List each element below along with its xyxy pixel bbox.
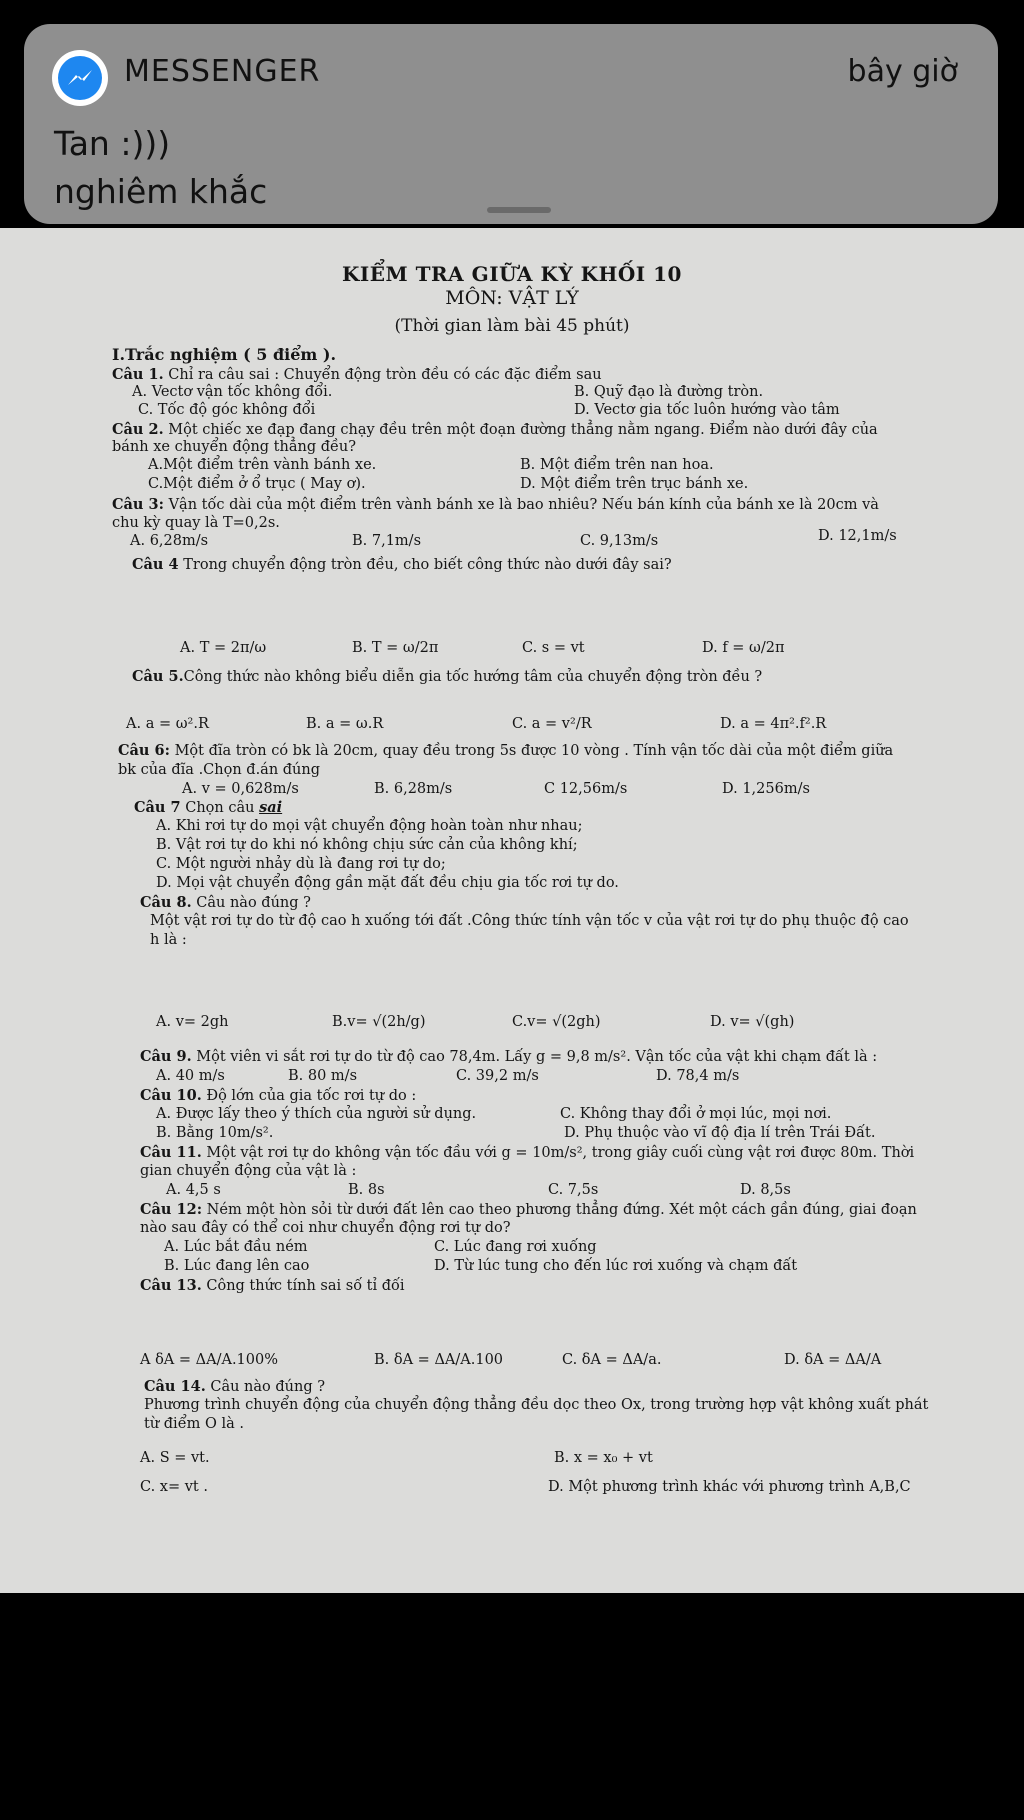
question-2: Câu 2. Một chiếc xe đạp đang chạy đều trên một đoạn đường thẳng nằm ngang. Điểm nào dưới đây của — [112, 421, 878, 438]
q3-option-c: C. 9,13m/s — [580, 533, 659, 549]
question-11: Câu 11. Một vật rơi tự do không vận tốc đầu với g = 10m/s², trong giây cuối cùng vật rơi được 80m. Thời — [140, 1144, 915, 1161]
question-5: Câu 5.Công thức nào không biểu diễn gia tốc hướng tâm của chuyển động tròn đều ? — [132, 668, 763, 685]
q5-option-b: B. a = ω.R — [306, 716, 384, 732]
q5-option-a: A. a = ω².R — [126, 716, 209, 732]
q2-option-c: C.Một điểm ở ổ trục ( May ơ). — [148, 476, 366, 492]
notification-app-name: MESSENGER — [124, 54, 321, 89]
q2-option-a: A.Một điểm trên vành bánh xe. — [148, 457, 377, 473]
messenger-notification-banner[interactable] — [24, 24, 998, 224]
q2-option-d: D. Một điểm trên trục bánh xe. — [520, 476, 749, 492]
notification-message: nghiêm khắc — [54, 172, 268, 211]
q2-option-b: B. Một điểm trên nan hoa. — [520, 457, 714, 473]
question-1: Câu 1. Chỉ ra câu sai : Chuyển động tròn đều có các đặc điểm sau — [112, 366, 602, 383]
q3-option-b: B. 7,1m/s — [352, 533, 422, 549]
q6-option-b: B. 6,28m/s — [374, 781, 453, 797]
q14-option-a: A. S = vt. — [140, 1450, 210, 1466]
q1-option-a: A. Vectơ vận tốc không đổi. — [132, 384, 333, 400]
question-12-cont: nào sau đây có thể coi như chuyển động rơi tự do? — [140, 1220, 511, 1236]
question-12: Câu 12: Ném một hòn sỏi từ dưới đất lên cao theo phương thẳng đứng. Xét một cách gần đúng, giai đoạn — [140, 1201, 917, 1218]
q7-option-d: D. Mọi vật chuyển động gần mặt đất đều chịu gia tốc rơi tự do. — [156, 875, 619, 891]
question-4: Câu 4 Trong chuyển động tròn đều, cho biết công thức nào dưới đây sai? — [132, 556, 672, 573]
question-6: Câu 6: Một đĩa tròn có bk là 20cm, quay đều trong 5s được 10 vòng . Tính vận tốc dài của một điểm giữa — [118, 742, 894, 759]
exam-duration: (Thời gian làm bài 45 phút) — [394, 316, 630, 336]
notification-time: bây giờ — [847, 54, 958, 89]
q7-option-b: B. Vật rơi tự do khi nó không chịu sức cản của không khí; — [156, 837, 578, 853]
question-8: Câu 8. Câu nào đúng ? — [140, 894, 311, 911]
question-7: Câu 7 Chọn câu sai — [134, 799, 283, 816]
q6-option-c: C 12,56m/s — [544, 781, 628, 797]
question-14-cont2: từ điểm O là . — [144, 1416, 244, 1432]
q12-option-c: C. Lúc đang rơi xuống — [434, 1239, 597, 1255]
question-10: Câu 10. Độ lớn của gia tốc rơi tự do : — [140, 1087, 417, 1104]
notification-grabber-handle[interactable] — [487, 207, 551, 213]
q1-option-d: D. Vectơ gia tốc luôn hướng vào tâm — [574, 402, 840, 418]
question-9: Câu 9. Một viên vi sắt rơi tự do từ độ cao 78,4m. Lấy g = 9,8 m/s². Vận tốc của vật khi chạm đất là : — [140, 1048, 878, 1065]
q9-option-a: A. 40 m/s — [156, 1068, 225, 1084]
q5-option-c: C. a = v²/R — [512, 716, 592, 732]
q13-option-c: C. δA = ΔA/a. — [562, 1352, 662, 1368]
q12-option-d: D. Từ lúc tung cho đến lúc rơi xuống và chạm đất — [434, 1258, 798, 1274]
q8-option-c: C.v= √(2gh) — [512, 1014, 601, 1030]
question-13: Câu 13. Công thức tính sai số tỉ đối — [140, 1277, 405, 1294]
q8-option-b: B.v= √(2h/g) — [332, 1014, 426, 1030]
notification-sender: Tan :))) — [54, 124, 171, 163]
question-14: Câu 14. Câu nào đúng ? — [144, 1378, 326, 1395]
q10-option-d: D. Phụ thuộc vào vĩ độ địa lí trên Trái Đất. — [564, 1125, 876, 1141]
q6-option-a: A. v = 0,628m/s — [182, 781, 299, 797]
q12-option-b: B. Lúc đang lên cao — [164, 1258, 310, 1274]
q11-option-b: B. 8s — [348, 1182, 385, 1198]
q7-option-a: A. Khi rơi tự do mọi vật chuyển động hoàn toàn như nhau; — [156, 818, 583, 834]
q5-option-d: D. a = 4π².f².R — [720, 716, 827, 732]
q12-option-a: A. Lúc bắt đầu ném — [164, 1239, 308, 1255]
q11-option-d: D. 8,5s — [740, 1182, 791, 1198]
q9-option-b: B. 80 m/s — [288, 1068, 358, 1084]
question-2-cont: bánh xe chuyển động thẳng đều? — [112, 439, 357, 455]
q4-option-a: A. T = 2π/ω — [180, 640, 267, 656]
q10-option-b: B. Bằng 10m/s². — [156, 1125, 274, 1141]
q14-option-d: D. Một phương trình khác với phương trình A,B,C — [548, 1479, 911, 1495]
question-3-cont: chu kỳ quay là T=0,2s. — [112, 515, 280, 531]
question-8-cont: Một vật rơi tự do từ độ cao h xuống tới đất .Công thức tính vận tốc v của vật rơi tự do phụ thuộc độ cao — [150, 913, 909, 929]
q3-option-a: A. 6,28m/s — [130, 533, 209, 549]
question-3: Câu 3: Vận tốc dài của một điểm trên vành bánh xe là bao nhiêu? Nếu bán kính của bánh xe là 20cm và — [112, 496, 879, 513]
q14-option-b: B. x = x₀ + vt — [554, 1450, 653, 1466]
question-14-cont: Phương trình chuyển động của chuyển động thẳng đều dọc theo Ox, trong trường hợp vật không xuất phát — [144, 1397, 929, 1413]
q9-option-d: D. 78,4 m/s — [656, 1068, 740, 1084]
exam-paper-photo — [0, 228, 1024, 1593]
q13-option-d: D. δA = ΔA/A — [784, 1352, 882, 1368]
question-6-cont: bk của đĩa .Chọn đ.án đúng — [118, 762, 321, 778]
messenger-icon — [52, 50, 108, 106]
q3-option-d: D. 12,1m/s — [818, 528, 897, 544]
question-11-cont: gian chuyển động của vật là : — [140, 1163, 357, 1179]
q1-option-c: C. Tốc độ góc không đổi — [138, 402, 316, 418]
q13-option-b: B. δA = ΔA/A.100 — [374, 1352, 504, 1368]
exam-subject: MÔN: VẬT LÝ — [445, 287, 579, 309]
q8-option-d: D. v= √(gh) — [710, 1014, 795, 1030]
exam-title: KIỂM TRA GIỮA KỲ KHỐI 10 — [342, 262, 682, 286]
q8-option-a: A. v= 2gh — [156, 1014, 229, 1030]
q11-option-c: C. 7,5s — [548, 1182, 599, 1198]
section-heading: I.Trắc nghiệm ( 5 điểm ). — [112, 345, 337, 364]
q10-option-c: C. Không thay đổi ở mọi lúc, mọi nơi. — [560, 1106, 832, 1122]
q4-option-b: B. T = ω/2π — [352, 640, 439, 656]
question-8-cont2: h là : — [150, 932, 187, 948]
q4-option-c: C. s = vt — [522, 640, 585, 656]
q11-option-a: A. 4,5 s — [166, 1182, 221, 1198]
q7-option-c: C. Một người nhảy dù là đang rơi tự do; — [156, 856, 446, 872]
q6-option-d: D. 1,256m/s — [722, 781, 810, 797]
q14-option-c: C. x= vt . — [140, 1479, 208, 1495]
q10-option-a: A. Được lấy theo ý thích của người sử dụng. — [156, 1106, 477, 1122]
q9-option-c: C. 39,2 m/s — [456, 1068, 539, 1084]
q4-option-d: D. f = ω/2π — [702, 640, 785, 656]
q1-option-b: B. Quỹ đạo là đường tròn. — [574, 384, 764, 400]
q13-option-a: A δA = ΔA/A.100% — [140, 1352, 279, 1368]
